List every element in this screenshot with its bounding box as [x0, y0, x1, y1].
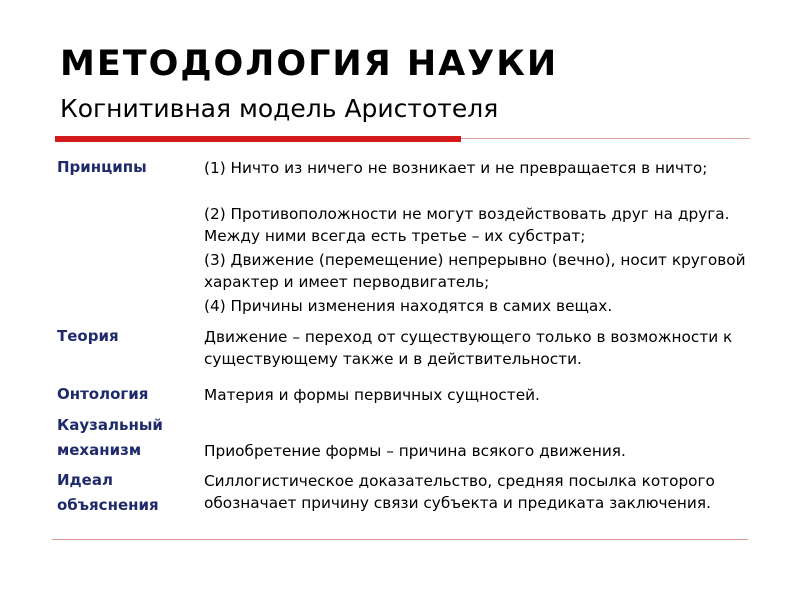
title-divider-thin: [461, 138, 750, 139]
principle-4: (4) Причины изменения находятся в самих вещах.: [204, 297, 613, 315]
principle-1: (1) Ничто из ничего не возникает и не превращается в ничто;: [204, 159, 708, 177]
bottom-divider: [52, 539, 748, 540]
row-label-ideal-1: Идеал: [57, 471, 113, 489]
title-divider-thick: [55, 136, 461, 142]
row-label-ontology: Онтология: [57, 385, 149, 403]
theory-text: Движение – переход от существующего только в возможности к существующему также и в действительности.: [204, 328, 733, 368]
row-label-theory: Теория: [57, 327, 119, 345]
ontology-text: Материя и формы первичных сущностей.: [204, 386, 540, 404]
row-label-ideal-2: объяснения: [57, 496, 159, 514]
ideal-text: Силлогистическое доказательство, средняя посылка которого обозначает причину связи субъекта и предиката заключения.: [204, 472, 715, 512]
row-label-causal-1: Каузальный: [57, 416, 163, 434]
slide-subtitle: Когнитивная модель Аристотеля: [60, 94, 499, 123]
slide-title: МЕТОДОЛОГИЯ НАУКИ: [60, 44, 559, 84]
row-label-causal-2: механизм: [57, 441, 142, 459]
causal-text: Приобретение формы – причина всякого движения.: [204, 442, 626, 460]
row-label-principles: Принципы: [57, 158, 147, 176]
principle-2: (2) Противоположности не могут воздействовать друг на друга. Между ними всегда есть третье – их субстрат;: [204, 205, 730, 245]
principle-3: (3) Движение (перемещение) непрерывно (вечно), носит круговой характер и имеет перводвигатель;: [204, 251, 746, 291]
